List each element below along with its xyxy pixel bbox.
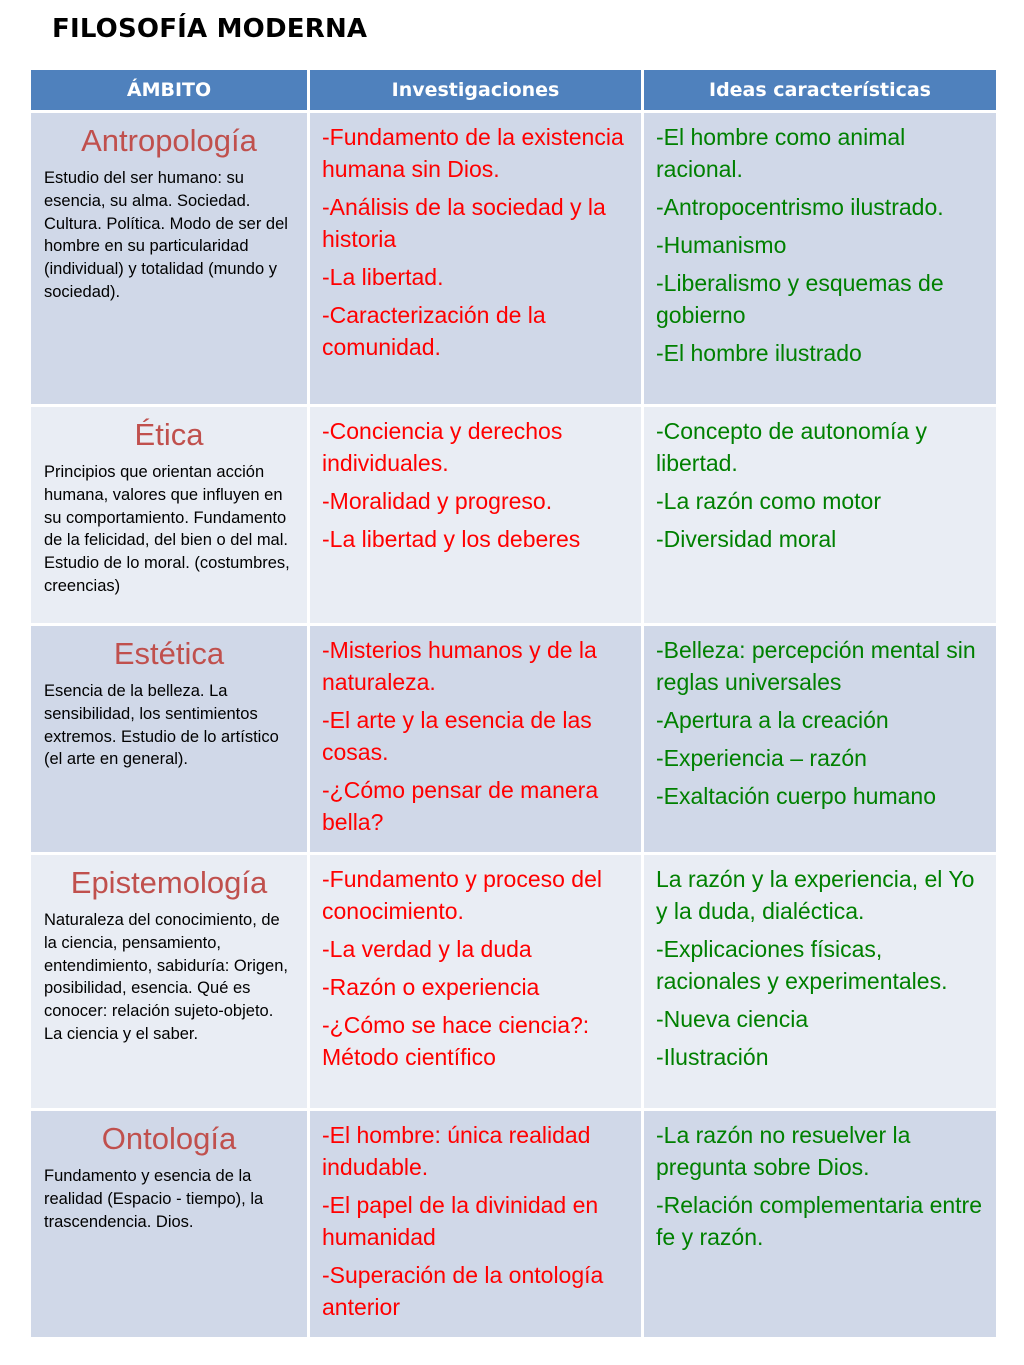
header-ambito: ÁMBITO: [30, 69, 309, 112]
investigacion-item: -Moralidad y progreso.: [322, 488, 553, 514]
area-name: Ética: [134, 417, 204, 452]
header-ideas: Ideas características: [643, 69, 998, 112]
idea-item: -Experiencia – razón: [656, 745, 867, 771]
idea-item: -Relación complementaria entre fe y razón.: [656, 1192, 982, 1250]
ideas-cell: [643, 625, 998, 854]
area-description: Principios que orientan acción humana, valores que influyen en su comportamiento. Fundamento de la felicidad, del bien o del mal. Estudio de lo moral. (costumbres, creencias): [44, 463, 290, 595]
table-body: [30, 112, 998, 1339]
investigacion-item: -Razón o experiencia: [322, 974, 540, 1000]
idea-item: -Diversidad moral: [656, 526, 837, 552]
ideas-cell: [643, 854, 998, 1110]
idea-item: -Explicaciones físicas, racionales y experimentales.: [656, 936, 948, 994]
investigaciones-cell: [309, 112, 643, 406]
idea-item: -El hombre ilustrado: [656, 340, 862, 366]
area-description: Esencia de la belleza. La sensibilidad, los sentimientos extremos. Estudio de lo artístico (el arte en general).: [44, 682, 279, 769]
ambito-cell: [30, 854, 309, 1110]
investigacion-item: -La libertad.: [322, 264, 444, 290]
table-row-ontologia: [30, 1110, 998, 1339]
table-row-estetica: [30, 625, 998, 854]
area-description: Naturaleza del conocimiento, de la ciencia, pensamiento, entendimiento, sabiduría: Origen, posibilidad, esencia. Qué es conocer: relación sujeto-objeto. La ciencia y el saber.: [44, 911, 288, 1043]
area-description: Fundamento y esencia de la realidad (Espacio - tiempo), la trascendencia. Dios.: [44, 1167, 264, 1231]
ideas-cell: [643, 112, 998, 406]
investigacion-item: -Superación de la ontología anterior: [322, 1262, 604, 1320]
table-header-row: [30, 69, 998, 112]
investigaciones-cell: [309, 625, 643, 854]
investigacion-item: -El papel de la divinidad en humanidad: [322, 1192, 599, 1250]
investigacion-item: -El arte y la esencia de las cosas.: [322, 707, 592, 765]
investigacion-item: -El hombre: única realidad indudable.: [322, 1122, 591, 1180]
ambito-cell: [30, 1110, 309, 1339]
investigacion-item: -¿Cómo pensar de manera bella?: [322, 777, 599, 835]
area-name: Ontología: [101, 1121, 237, 1156]
area-name: Estética: [113, 636, 225, 671]
investigacion-item: -La libertad y los deberes: [322, 526, 581, 552]
idea-item: -Ilustración: [656, 1044, 769, 1070]
area-description: Estudio del ser humano: su esencia, su alma. Sociedad. Cultura. Política. Modo de ser del hombre en su particularidad (individual) y totalidad (mundo y sociedad).: [44, 169, 288, 301]
idea-item: -Antropocentrismo ilustrado.: [656, 194, 944, 220]
idea-item: La razón y la experiencia, el Yo y la duda, dialéctica.: [656, 866, 975, 924]
ambito-cell: [30, 406, 309, 625]
investigaciones-cell: [309, 854, 643, 1110]
ambito-cell: [30, 112, 309, 406]
header-investigaciones: Investigaciones: [309, 69, 643, 112]
investigacion-item: -Fundamento y proceso del conocimiento.: [322, 866, 602, 924]
table-row-etica: [30, 406, 998, 625]
investigacion-item: -Caracterización de la comunidad.: [322, 302, 546, 360]
idea-item: -Apertura a la creación: [656, 707, 889, 733]
investigacion-item: -Fundamento de la existencia humana sin Dios.: [322, 124, 624, 182]
idea-item: -Belleza: percepción mental sin reglas universales: [656, 637, 976, 695]
ideas-cell: [643, 1110, 998, 1339]
investigacion-item: -Análisis de la sociedad y la historia: [322, 194, 606, 252]
idea-item: -La razón no resuelver la pregunta sobre Dios.: [656, 1122, 911, 1180]
idea-item: -Exaltación cuerpo humano: [656, 783, 936, 809]
idea-item: -Concepto de autonomía y libertad.: [656, 418, 928, 476]
area-name: Epistemología: [70, 865, 268, 900]
investigacion-item: -Conciencia y derechos individuales.: [322, 418, 563, 476]
idea-item: -Liberalismo y esquemas de gobierno: [656, 270, 944, 328]
ideas-cell: [643, 406, 998, 625]
document-title: FILOSOFÍA MODERNA: [52, 14, 368, 44]
ambito-cell: [30, 625, 309, 854]
table-row-antropologia: [30, 112, 998, 406]
idea-item: -Nueva ciencia: [656, 1006, 809, 1032]
philosophy-table: [28, 67, 999, 1340]
idea-item: -Humanismo: [656, 232, 787, 258]
investigacion-item: -¿Cómo se hace ciencia?: Método científico: [322, 1012, 590, 1070]
investigacion-item: -Misterios humanos y de la naturaleza.: [322, 637, 597, 695]
area-name: Antropología: [81, 123, 257, 158]
investigaciones-cell: [309, 406, 643, 625]
investigacion-item: -La verdad y la duda: [322, 936, 532, 962]
idea-item: -El hombre como animal racional.: [656, 124, 906, 182]
investigaciones-cell: [309, 1110, 643, 1339]
idea-item: -La razón como motor: [656, 488, 881, 514]
table-row-epistemologia: [30, 854, 998, 1110]
